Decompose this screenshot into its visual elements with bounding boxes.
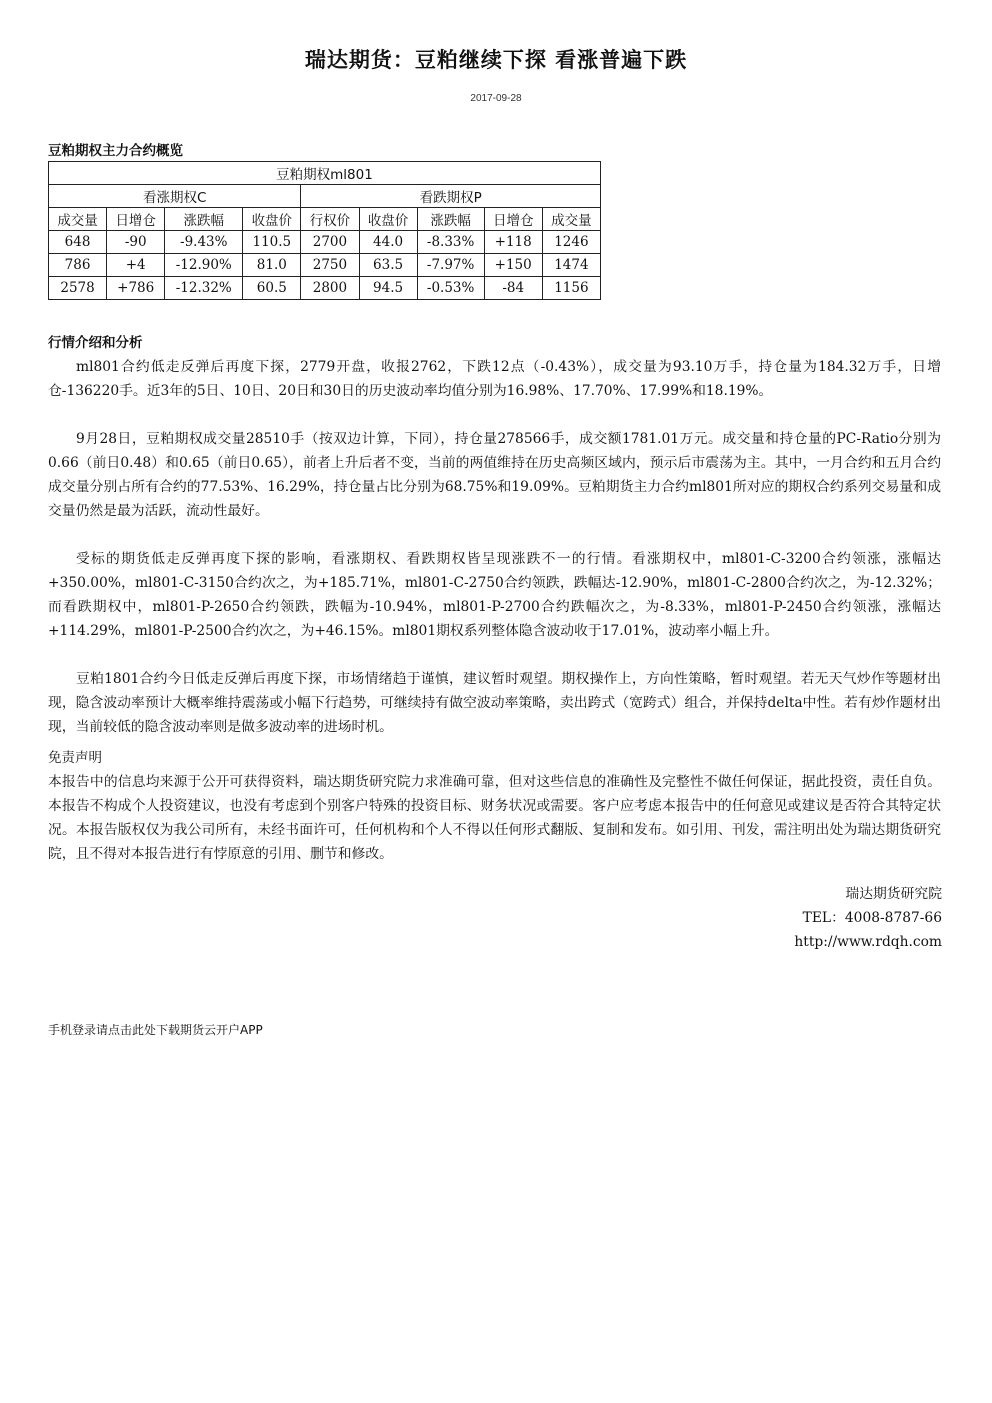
table-cell: 94.5 xyxy=(359,277,417,300)
table-cell: -7.97% xyxy=(417,254,484,277)
put-group-header: 看跌期权P xyxy=(301,185,601,208)
signature-tel: TEL：4008-8787-66 xyxy=(802,910,942,926)
table-cell: -12.90% xyxy=(165,254,243,277)
report-date: 2017-09-28 xyxy=(470,93,522,104)
signature-block xyxy=(794,882,942,954)
call-group-header: 看涨期权C xyxy=(49,185,301,208)
table-cell: 81.0 xyxy=(243,254,301,277)
table-caption-row xyxy=(49,162,601,185)
disclaimer-text: 本报告中的信息均来源于公开可获得资料，瑞达期货研究院力求准确可靠，但对这些信息的准确性及完整性不做任何保证，据此投资，责任自负。本报告不构成个人投资建议，也没有考虑到个别客户特殊的投资目标、财务状况或需要。客户应考虑本报告中的任何意见或建议是否符合其特定状况。本报告版权仅为我公司所有，未经书面许可，任何机构和个人不得以任何形式翻版、复制和发布。如引用、刊发，需注明出处为瑞达期货研究院，且不得对本报告进行有悖原意的引用、删节和修改。 xyxy=(48,774,941,862)
table-cell: 786 xyxy=(49,254,107,277)
table-cell: -0.53% xyxy=(417,277,484,300)
table-cell: +4 xyxy=(107,254,165,277)
table-cell: 110.5 xyxy=(243,231,301,254)
paragraph: 豆粕1801合约今日低走反弹后再度下探，市场情绪趋于谨慎，建议暂时观望。期权操作上，方向性策略，暂时观望。若无天气炒作等题材出现，隐含波动率预计大概率维持震荡或小幅下行趋势，可继续持有做空波动率策略，卖出跨式（宽跨式）组合，并保持delta中性。若有炒作题材出现，当前较低的隐含波动率则是做多波动率的进场时机。 xyxy=(48,671,941,735)
table-group-row xyxy=(49,185,601,208)
table-cell: 63.5 xyxy=(359,254,417,277)
table-cell: +118 xyxy=(484,231,542,254)
column-header: 日增仓 xyxy=(484,208,542,231)
table-cell: +150 xyxy=(484,254,542,277)
column-header: 收盘价 xyxy=(243,208,301,231)
table-cell: -8.33% xyxy=(417,231,484,254)
column-header: 涨跌幅 xyxy=(165,208,243,231)
paragraph: 9月28日，豆粕期权成交量28510手（按双边计算，下同），持仓量278566手，成交额1781.01万元。成交量和持仓量的PC-Ratio分别为0.66（前日0.48）和0.65（前日0.65），前者上升后者不变，当前的两值维持在历史高频区域内，预示后市震荡为主。其中，一月合约和五月合约成交量分别占所有合约的77.53%、16.29%，持仓量占比分别为68.75%和19.09%。豆粕期货主力合约ml801所对应的期权合约系列交易量和成交量仍然是最为活跃，流动性最好。 xyxy=(48,431,941,519)
table-cell: 648 xyxy=(49,231,107,254)
table-row xyxy=(49,254,601,277)
signature-org: 瑞达期货研究院 xyxy=(845,886,942,902)
column-header: 行权价 xyxy=(301,208,359,231)
signature-url[interactable]: http://www.rdqh.com xyxy=(794,934,942,950)
disclaimer-heading: 免责声明 xyxy=(48,750,102,766)
table-cell: 1156 xyxy=(542,277,600,300)
section-heading-overview: 豆粕期权主力合约概览 xyxy=(48,143,183,159)
table-cell: 2578 xyxy=(49,277,107,300)
page-title: 瑞达期货：豆粕继续下探 看涨普遍下跌 xyxy=(304,48,688,72)
table-row xyxy=(49,277,601,300)
table-cell: -12.32% xyxy=(165,277,243,300)
section-heading-analysis: 行情介绍和分析 xyxy=(48,335,143,351)
table-row xyxy=(49,231,601,254)
table-cell: 1474 xyxy=(542,254,600,277)
analysis-body xyxy=(48,355,941,763)
table-header-row xyxy=(49,208,601,231)
paragraph: ml801合约低走反弹后再度下探，2779开盘，收报2762，下跌12点（-0.43%），成交量为93.10万手，持仓量为184.32万手，日增仓-136220手。近3年的5日、10日、20日和30日的历史波动率均值分别为16.98%、17.70%、17.99%和18.19%。 xyxy=(48,359,941,399)
table-caption: 豆粕期权ml801 xyxy=(49,162,601,185)
table-cell: 2700 xyxy=(301,231,359,254)
column-header: 日增仓 xyxy=(107,208,165,231)
table-cell: 1246 xyxy=(542,231,600,254)
app-download-link[interactable]: 手机登录请点击此处下载期货云开户APP xyxy=(48,1023,263,1037)
paragraph: 受标的期货低走反弹再度下探的影响，看涨期权、看跌期权皆呈现涨跌不一的行情。看涨期权中，ml801-C-3200合约领涨，涨幅达+350.00%，ml801-C-3150合约次之，为+185.71%，ml801-C-2750合约领跌，跌幅达-12.90%，ml801-C-2800合约次之，为-12.32%；而看跌期权中，ml801-P-2650合约领跌，跌幅为-10.94%，ml801-P-2700合约跌幅次之，为-8.33%，ml801-P-2450合约领涨，涨幅达+114.29%，ml801-P-2500合约次之，为+46.15%。ml801期权系列整体隐含波动收于17.01%，波动率小幅上升。 xyxy=(48,551,941,639)
table-cell: 44.0 xyxy=(359,231,417,254)
table-cell: -9.43% xyxy=(165,231,243,254)
table-cell: 2750 xyxy=(301,254,359,277)
table-cell: 60.5 xyxy=(243,277,301,300)
column-header: 成交量 xyxy=(542,208,600,231)
table-cell: -90 xyxy=(107,231,165,254)
column-header: 成交量 xyxy=(49,208,107,231)
table-cell: +786 xyxy=(107,277,165,300)
table-cell: 2800 xyxy=(301,277,359,300)
column-header: 涨跌幅 xyxy=(417,208,484,231)
options-table xyxy=(48,161,601,300)
column-header: 收盘价 xyxy=(359,208,417,231)
table-cell: -84 xyxy=(484,277,542,300)
